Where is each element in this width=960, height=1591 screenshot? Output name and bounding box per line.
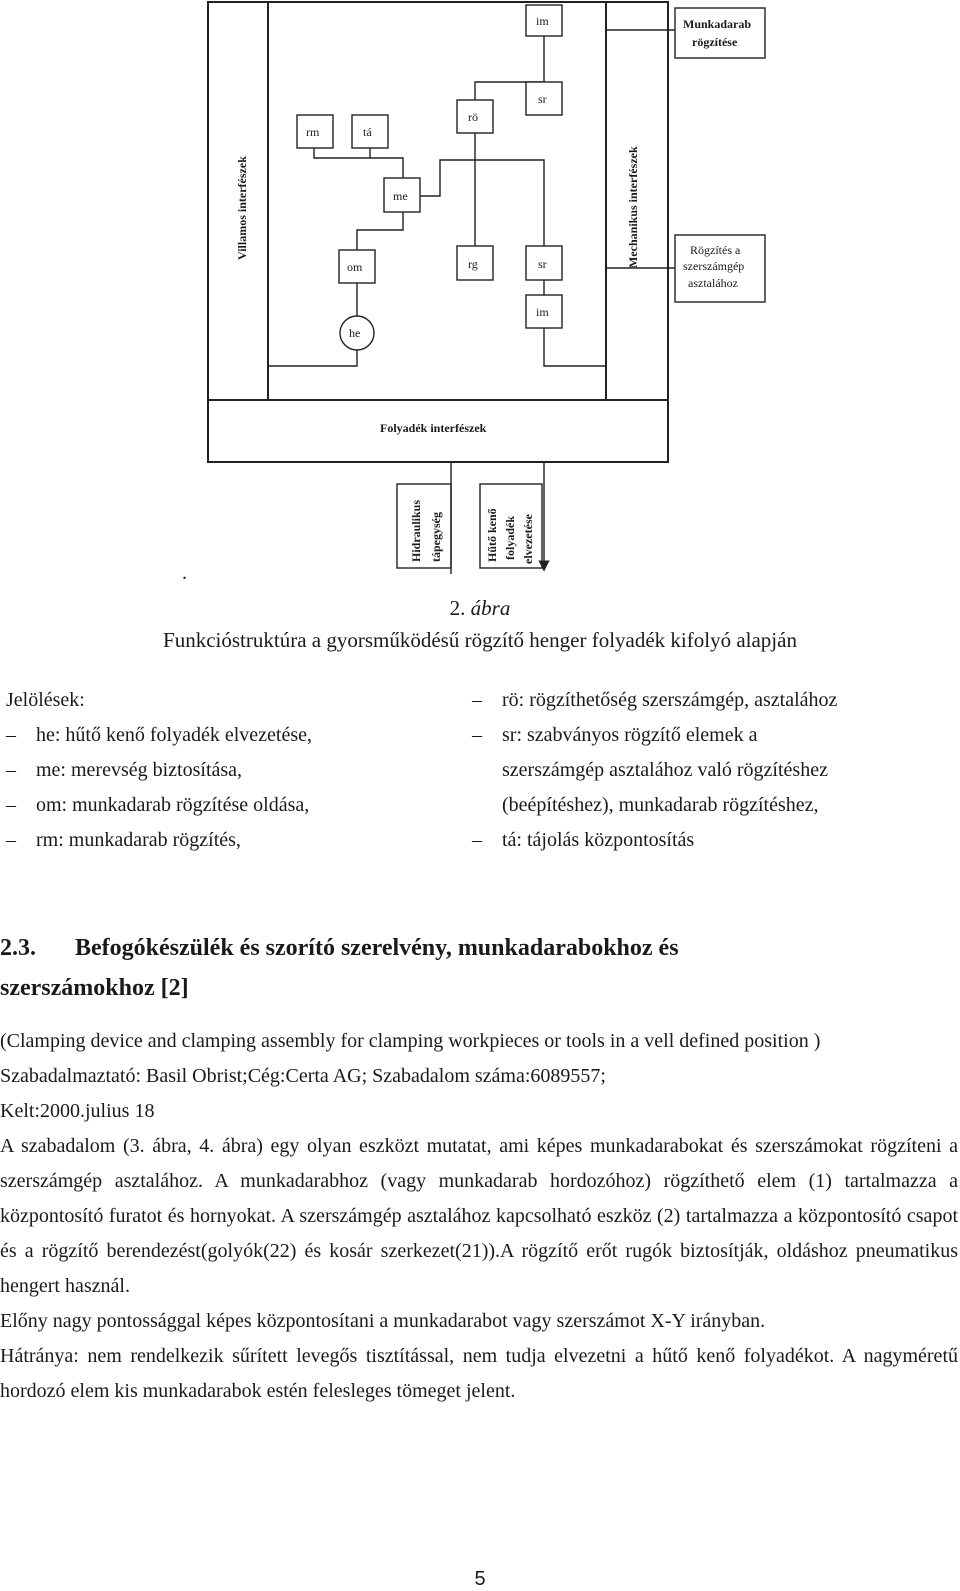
block-rm-label: rm bbox=[306, 125, 320, 139]
electrical-interface-label: Villamos interfészek bbox=[235, 156, 249, 260]
legend-dash: – bbox=[472, 724, 482, 746]
table-clamping-line1: Rögzítés a bbox=[690, 243, 741, 257]
legend-dash: – bbox=[472, 829, 482, 851]
legend-item-continuation: (beépítéshez), munkadarab rögzítéshez, bbox=[502, 794, 819, 816]
legend-item-text: rm: munkadarab rögzítés, bbox=[36, 829, 241, 851]
stray-dot: . bbox=[182, 562, 187, 584]
section-heading-line2: szerszámokhoz [2] bbox=[0, 975, 189, 1001]
legend-item bbox=[6, 823, 312, 858]
figure-number-value: 2. bbox=[449, 596, 466, 620]
description-paragraph: A szabadalom (3. ábra, 4. ábra) egy olyan eszközt mutatat, ami képes munkadarabokat és szerszámokat rögzíteni a szerszámgép asztalához. A munkadarabhoz (vagy munkadarab hordozóhoz) rögzíthető elem (1) tartalmazza a központosító furatot és hornyokat. A szerszámgép asztalához kapcsolható eszköz (2) tartalmazza a központosító csapot és a rögzítő berendezést(golyók(22) és kosár szerkezet(21)).A rögzítő erőt rugók biztosítják, oldáshoz pneumatikus hengert használ. bbox=[0, 1135, 958, 1297]
block-im-bottom-label: im bbox=[536, 305, 549, 319]
legend-item-text: me: merevség biztosítása, bbox=[36, 759, 243, 781]
body-text bbox=[0, 1024, 958, 1409]
block-rg-label: rg bbox=[468, 257, 478, 271]
legend-dash: – bbox=[472, 689, 482, 711]
legend-item-text: om: munkadarab rögzítése oldása, bbox=[36, 794, 310, 816]
legend-dash: – bbox=[6, 794, 16, 816]
workpiece-clamping-line2: rögzítése bbox=[692, 35, 738, 49]
legend-item bbox=[6, 788, 312, 823]
legend-item-text: tá: tájolás központosítás bbox=[502, 829, 695, 851]
coolant-drain-line1: Hűtő kenő bbox=[485, 508, 499, 562]
advantage-paragraph: Előny nagy pontossággal képes központosítani a munkadarabot vagy szerszámot X-Y irányban. bbox=[0, 1310, 766, 1332]
table-clamping-line2: szerszámgép bbox=[683, 259, 745, 273]
coolant-drain-line3: elvezetése bbox=[521, 514, 535, 564]
legend-item bbox=[472, 718, 837, 753]
figure-title: Funkcióstruktúra a gyorsműködésű rögzítő henger folyadék kifolyó alapján bbox=[163, 628, 797, 652]
block-ta-label: tá bbox=[363, 125, 372, 139]
workpiece-clamping-line1: Munkadarab bbox=[683, 17, 752, 31]
legend-item bbox=[6, 718, 312, 753]
page-number: 5 bbox=[474, 1568, 486, 1590]
mechanical-interface-label: Mechanikus interfészek bbox=[626, 146, 640, 268]
legend-heading: Jelölések: bbox=[6, 689, 85, 711]
block-sr-bottom-label: sr bbox=[538, 257, 547, 271]
block-im-top-label: im bbox=[536, 14, 549, 28]
block-he-label: he bbox=[349, 326, 361, 340]
legend-item bbox=[472, 683, 837, 718]
function-structure-diagram bbox=[0, 0, 960, 590]
legend-item-text: sr: szabványos rögzítő elemek a bbox=[502, 724, 758, 746]
table-clamping-line3: asztalához bbox=[688, 276, 738, 290]
legend-dash: – bbox=[6, 759, 16, 781]
legend-dash: – bbox=[6, 829, 16, 851]
section-number: 2.3. bbox=[0, 935, 36, 961]
hydraulic-supply-line1: Hidraulikus bbox=[409, 499, 423, 562]
legend-item-text: he: hűtő kenő folyadék elvezetése, bbox=[36, 724, 312, 746]
block-ro-label: rö bbox=[468, 110, 478, 124]
system-boundary bbox=[208, 2, 668, 462]
section-title-text: Befogókészülék és szorító szerelvény, munkadarabokhoz és bbox=[75, 935, 679, 961]
legend-left bbox=[6, 683, 312, 858]
legend-item bbox=[472, 823, 837, 858]
date-line: Kelt:2000.julius 18 bbox=[0, 1100, 155, 1122]
legend-right bbox=[472, 683, 837, 858]
section-heading-line1 bbox=[0, 928, 900, 968]
workpiece-clamping-box bbox=[675, 8, 765, 58]
disadvantage-paragraph: Hátránya: nem rendelkezik sűrített levegős tisztítással, nem tudja elvezetni a hűtő kenő folyadékot. A nagyméretű hordozó elem kis munkadarabok estén felesleges tömeget jelent. bbox=[0, 1345, 958, 1402]
fluid-interface-label: Folyadék interfészek bbox=[380, 421, 487, 435]
patentee-line: Szabadalmaztató: Basil Obrist;Cég:Certa AG; Szabadalom száma:6089557; bbox=[0, 1065, 606, 1087]
english-title: (Clamping device and clamping assembly for clamping workpieces or tools in a vell defined position ) bbox=[0, 1030, 821, 1052]
hydraulic-supply-line2: tápegység bbox=[429, 512, 443, 562]
figure-number bbox=[0, 596, 960, 621]
legend-item bbox=[6, 753, 312, 788]
block-sr-top-label: sr bbox=[538, 92, 547, 106]
block-om-label: om bbox=[347, 260, 363, 274]
legend-item-continuation: szerszámgép asztalához való rögzítéshez bbox=[502, 759, 828, 781]
figure-number-word: ábra bbox=[470, 596, 511, 620]
coolant-drain-line2: folyadék bbox=[503, 515, 517, 560]
block-me-label: me bbox=[393, 189, 408, 203]
legend-dash: – bbox=[6, 724, 16, 746]
section-heading bbox=[0, 928, 900, 1008]
legend-item-text: rö: rögzíthetőség szerszámgép, asztalához bbox=[502, 689, 838, 711]
